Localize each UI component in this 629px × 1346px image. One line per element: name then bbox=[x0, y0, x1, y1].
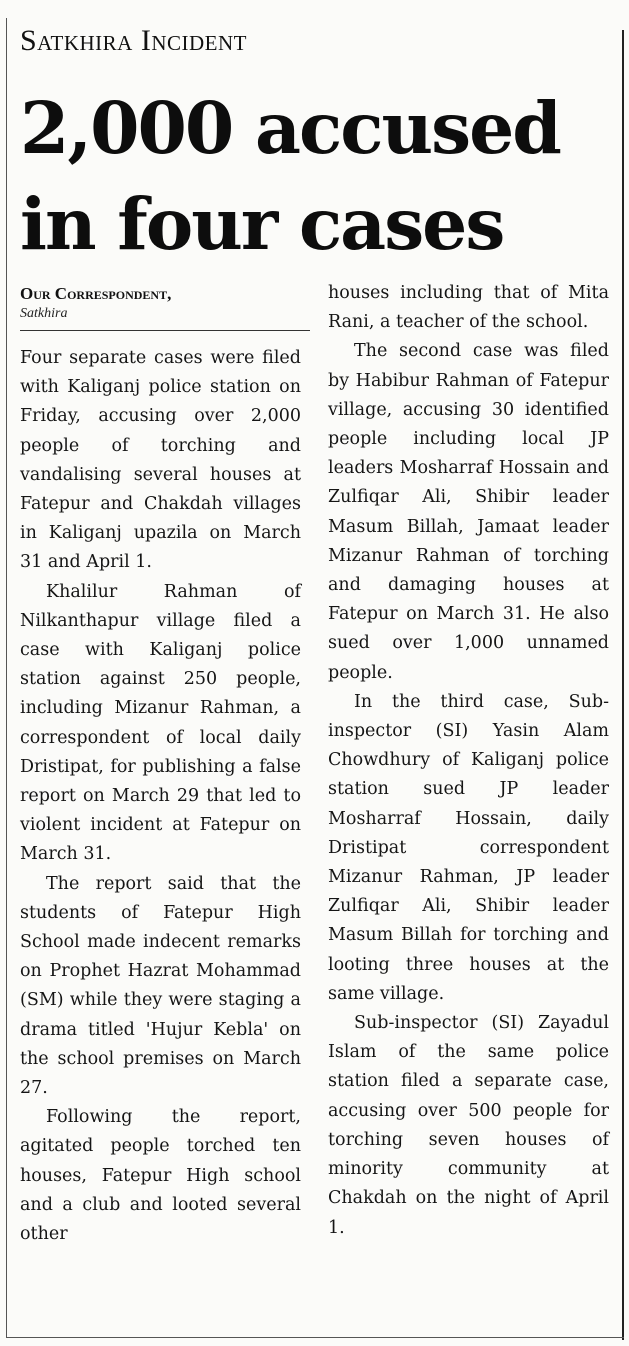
paragraph: Sub-inspector (SI) Zayadul Islam of the same police station filed a separate case, accusing over 500 people for torching seven houses of minority community at Chakdah on the night of April 1. bbox=[328, 1013, 609, 1238]
right-border-rule bbox=[622, 30, 624, 1340]
kicker: Satkhira Incident bbox=[20, 24, 247, 57]
paragraph: In the third case, Sub-inspector (SI) Yasin Alam Chowdhury of Kaliganj police station sued JP leader Mosharraf Hossain, daily Dristipat correspondent Mizanur Rahman, JP leader Zulfiqar Ali, Shibir leader Masum Billah for torching and looting three houses at the same village. bbox=[328, 691, 609, 1004]
body-column-2 bbox=[328, 279, 609, 1243]
byline-divider bbox=[20, 330, 310, 331]
left-border-rule bbox=[6, 18, 7, 1338]
dateline: Satkhira bbox=[20, 306, 68, 321]
paragraph: The second case was filed by Habibur Rahman of Fatepur village, accusing 30 identified people including local JP leaders Mosharraf Hossain and Zulfiqar Ali, Shibir leader Masum Billah, Jamaat leader Mizanur Rahman of torching and damaging houses at Fatepur on March 31. He also sued over 1,000 unnamed people. bbox=[328, 341, 609, 683]
headline-line-1: 2,000 accused bbox=[20, 86, 560, 170]
paragraph: Following the report, agitated people torched ten houses, Fatepur High school and a club and looted several other bbox=[20, 1107, 301, 1245]
bottom-border-rule bbox=[6, 1337, 624, 1338]
headline-line-2: in four cases bbox=[20, 182, 504, 266]
headline bbox=[20, 80, 560, 272]
paragraph: Four separate cases were filed with Kaliganj police station on Friday, accusing over 2,000 people of torching and vandalising several houses at Fatepur and Chakdah villages in Kaliganj upazila on March 31 and April 1. bbox=[20, 348, 301, 573]
paragraph: The report said that the students of Fatepur High School made indecent remarks on Prophet Hazrat Mohammad (SM) while they were staging a drama titled 'Hujur Kebla' on the school premises on March 27. bbox=[20, 873, 301, 1099]
body-column-1 bbox=[20, 344, 301, 1249]
byline-name: Our Correspondent, bbox=[20, 284, 172, 303]
paragraph: houses including that of Mita Rani, a teacher of the school. bbox=[328, 283, 609, 333]
byline bbox=[20, 283, 310, 323]
paragraph: Khalilur Rahman of Nilkanthapur village filed a case with Kaliganj police station against 250 people, including Mizanur Rahman, a correspondent of local daily Dristipat, for publishing a false report on March 29 that led to violent incident at Fatepur on March 31. bbox=[20, 581, 301, 865]
